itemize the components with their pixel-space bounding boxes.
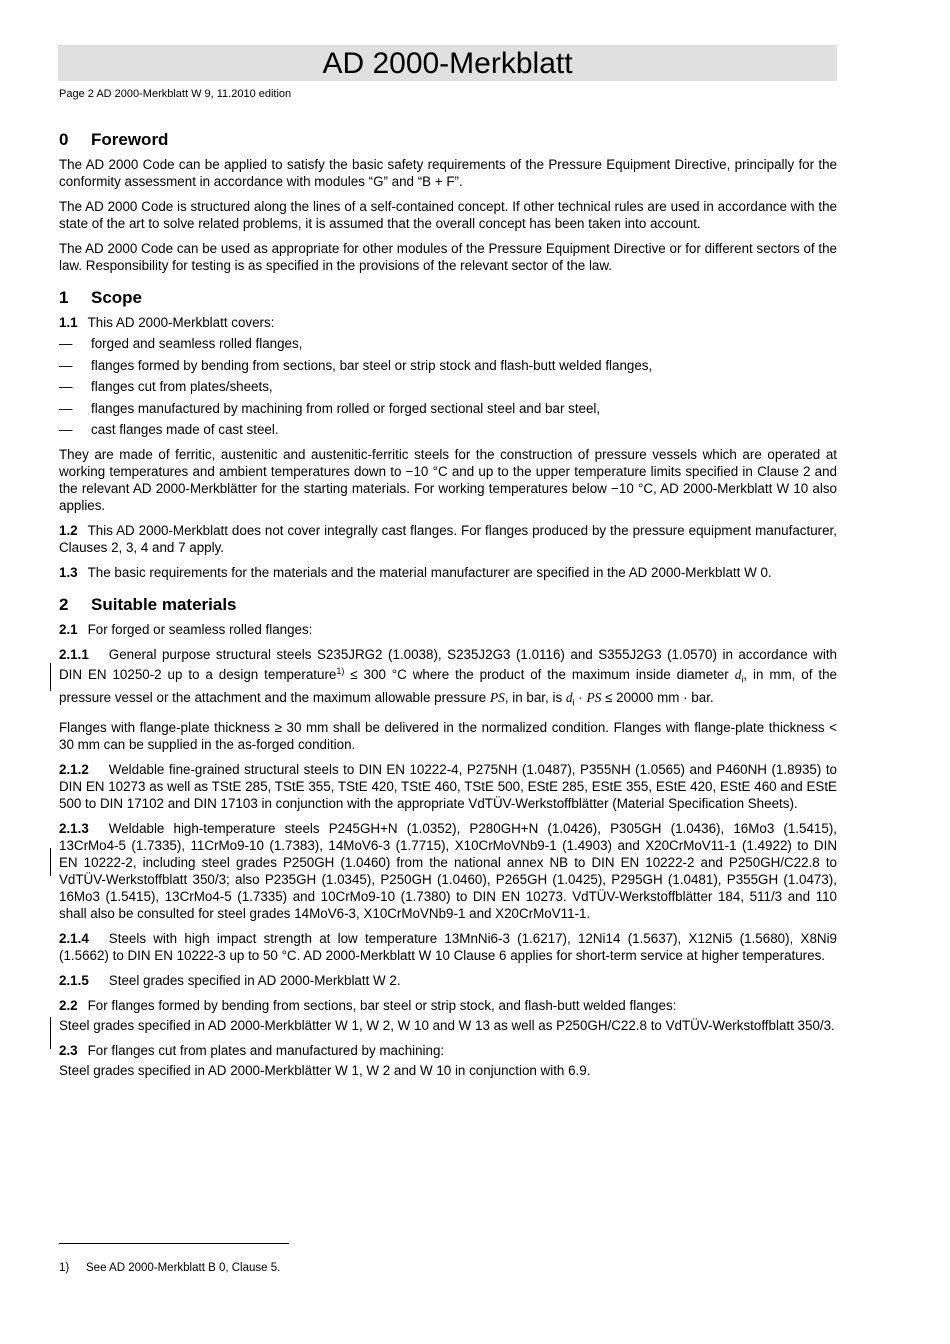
dash-bullet: — bbox=[59, 357, 73, 373]
dash-bullet: — bbox=[59, 379, 73, 394]
symbol-ps: PS bbox=[489, 689, 505, 705]
clause-number: 1.1 bbox=[59, 315, 78, 330]
clause-number: 2.3 bbox=[59, 1043, 78, 1059]
change-bar bbox=[50, 663, 51, 691]
footnote-number: 1) bbox=[59, 1262, 70, 1274]
section-title: Scope bbox=[91, 288, 143, 307]
clause-text: This AD 2000-Merkblatt covers: bbox=[87, 315, 275, 330]
section-scope bbox=[59, 288, 837, 581]
symbol-ps: PS bbox=[586, 689, 602, 705]
clause-number: 2.1.4 bbox=[59, 931, 89, 947]
clause-text: , in mm, of the pressure vessel or the attachment and the maximum allowable pressure bbox=[59, 667, 837, 705]
section-title: Foreword bbox=[91, 130, 169, 149]
list-item bbox=[59, 357, 837, 374]
list-item-text: flanges cut from plates/sheets, bbox=[91, 379, 273, 394]
clause-text: Weldable fine-grained structural steels to DIN EN 10222-4, P275NH (1.0487), P355NH (1.0565) and P460NH (1.8935) to DIN EN 10273 as well as TStE 285, TStE 355, TStE 420, TStE 460, TStE 500, EStE 285, EStE 355, EStE 420, EStE 460 and EStE 500 to DIN 17102 and DIN 17103 in conjunction with the appropriate VdTÜV-Werkstoffblätter (Material Specification Sheets). bbox=[59, 762, 837, 812]
clause-text: For forged or seamless rolled flanges: bbox=[87, 622, 313, 637]
clause-text: ≤ 20000 mm · bar. bbox=[601, 689, 714, 705]
clause-text: For flanges formed by bending from sections, bar steel or strip stock, and flash-butt welded flanges: bbox=[87, 998, 677, 1014]
footnote-divider bbox=[59, 1243, 289, 1244]
section-number: 0 bbox=[59, 130, 69, 149]
paragraph bbox=[59, 972, 837, 989]
clause-text: The basic requirements for the materials and the material manufacturer are specified in the AD 2000-Merkblatt W 0. bbox=[87, 565, 772, 580]
footnote-ref[interactable]: 1) bbox=[336, 666, 345, 676]
paragraph bbox=[59, 820, 837, 922]
clause-number: 2.1.3 bbox=[59, 821, 89, 837]
list-item-text: cast flanges made of cast steel. bbox=[91, 422, 279, 437]
paragraph: The AD 2000 Code can be used as appropriate for other modules of the Pressure Equipment Directive or for different sectors of the law. Responsibility for testing is as specified in the provisions of the relevant sector of the law. bbox=[59, 241, 837, 273]
clause-text: , in bar, is bbox=[504, 689, 566, 705]
clause-number: 2.1.1 bbox=[59, 647, 89, 662]
clause-text: Weldable high-temperature steels P245GH+N (1.0352), P280GH+N (1.0426), P305GH (1.0436), 16Mo3 (1.5415), 13CrMo4-5 (1.7335), 11CrMo9-10 (1.7383), 14MoV6-3 (1.7715), X10CrMoVNb9-1 (1.4903) and X20CrMoV11-1 (1.4922) to DIN EN 10222-2, including steel grades P250GH (1.0460) from the national annex NB to DIN EN 10222-2 and P250GH/C22.8 to VdTÜV-Werkstoffblatt 350/3; also P235GH (1.0345), P250GH (1.0460), P265GH (1.0425), P295GH (1.0481), P355GH (1.0473), 16Mo3 (1.5415), 13CrMo4-5 (1.7335) and 10CrMo9-10 (1.7380) to DIN EN 10273. VdTÜV-Werkstoffblätter 184, 511/3 and 110 shall also be consulted for steel grades 14MoV6-3, X10CrMoVNb9-1 and X20CrMoV11-1. bbox=[59, 821, 837, 922]
clause-text: Steel grades specified in AD 2000-Merkblätter W 1, W 2, W 10 and W 13 as well as P250GH/C22.8 to VdTÜV-Werkstoffblatt 350/3. bbox=[59, 1018, 835, 1034]
section-heading bbox=[59, 130, 837, 150]
section-number: 1 bbox=[59, 288, 69, 307]
paragraph: Flanges with flange-plate thickness ≥ 30 mm shall be delivered in the normalized condition. Flanges with flange-plate thickness < 30 mm can be supplied in the as-forged condition. bbox=[59, 720, 837, 753]
clause-number: 2.2 bbox=[59, 998, 78, 1014]
paragraph: The AD 2000 Code can be applied to satisfy the basic safety requirements of the Pressure Equipment Directive, principally for the conformity assessment in accordance with modules “G” and “B + F”. bbox=[59, 157, 837, 189]
symbol-di: d bbox=[565, 689, 573, 705]
clause-number: 2.1.5 bbox=[59, 973, 89, 989]
change-bar bbox=[50, 848, 51, 876]
document-title: AD 2000-Merkblatt bbox=[58, 45, 837, 81]
list-item bbox=[59, 421, 837, 438]
section-heading bbox=[59, 595, 837, 615]
paragraph bbox=[59, 997, 837, 1014]
clause-text: This AD 2000-Merkblatt does not cover integrally cast flanges. For flanges produced by the pressure equipment manufacturer, Clauses 2, 3, 4 and 7 apply. bbox=[59, 523, 837, 555]
paragraph bbox=[59, 1017, 837, 1034]
document-body bbox=[59, 130, 837, 1093]
dash-bullet: — bbox=[59, 400, 73, 416]
footnote bbox=[59, 1262, 280, 1274]
clause-number: 2.1.2 bbox=[59, 762, 89, 778]
section-suitable-materials bbox=[59, 595, 837, 1079]
list-item bbox=[59, 335, 837, 352]
paragraph bbox=[59, 761, 837, 812]
paragraph bbox=[59, 646, 837, 711]
list-item-text: flanges manufactured by machining from rolled or forged sectional steel and bar steel, bbox=[91, 400, 601, 416]
section-title: Suitable materials bbox=[91, 595, 237, 614]
list-item bbox=[59, 400, 837, 417]
subscript-i: i bbox=[741, 674, 744, 685]
clause-text: Steels with high impact strength at low temperature 13MnNi6-3 (1.6217), 12Ni14 (1.5637), X12Ni5 (1.5680), X8Ni9 (1.5662) to DIN EN 10222-3 up to 50 °C. AD 2000-Merkblatt W 10 Clause 6 applies for short-term service at higher temperatures. bbox=[59, 931, 837, 964]
section-heading bbox=[59, 288, 837, 308]
list-item bbox=[59, 378, 837, 395]
paragraph bbox=[59, 564, 837, 581]
dash-bullet: — bbox=[59, 422, 73, 437]
scope-list bbox=[59, 335, 837, 438]
clause-text: · bbox=[574, 689, 587, 705]
paragraph: Steel grades specified in AD 2000-Merkblätter W 1, W 2 and W 10 in conjunction with 6.9. bbox=[59, 1063, 591, 1079]
paragraph bbox=[59, 930, 837, 964]
paragraph bbox=[59, 522, 837, 556]
clause-text: For flanges cut from plates and manufactured by machining: bbox=[87, 1043, 445, 1059]
section-number: 2 bbox=[59, 595, 69, 614]
clause-text: ≤ 300 °C where the product of the maximum inside diameter bbox=[344, 667, 735, 682]
clause-number: 2.1 bbox=[59, 622, 78, 637]
paragraph bbox=[59, 314, 837, 331]
paragraph bbox=[59, 1042, 837, 1059]
paragraph bbox=[59, 621, 837, 638]
change-bar bbox=[50, 1017, 51, 1049]
symbol-di: d bbox=[734, 667, 742, 682]
paragraph: They are made of ferritic, austenitic and austenitic-ferritic steels for the construction of pressure vessels which are operated at working temperatures and ambient temperatures down to −10 °C and up to the upper temperature limits specified in Clause 2 and the relevant AD 2000-Merkblätter for the starting materials. For working temperatures below −10 °C, AD 2000-Merkblatt W 10 also applies. bbox=[59, 447, 837, 513]
clause-text: Steel grades specified in AD 2000-Merkblatt W 2. bbox=[108, 973, 401, 989]
list-item-text: forged and seamless rolled flanges, bbox=[91, 336, 303, 351]
paragraph: The AD 2000 Code is structured along the lines of a self-contained concept. If other technical rules are used in accordance with the state of the art to solve related problems, it is assumed that the overall concept has been taken into account. bbox=[59, 199, 837, 231]
list-item-text: flanges formed by bending from sections, bar steel or strip stock and flash-butt welded flanges, bbox=[91, 357, 653, 373]
clause-text: General purpose structural steels S235JRG2 (1.0038), S235J2G3 (1.0116) and S355J2G3 (1.0570) in accordance with DIN EN 10250-2 up to a design temperature bbox=[59, 647, 837, 682]
dash-bullet: — bbox=[59, 336, 73, 351]
page-info: Page 2 AD 2000-Merkblatt W 9, 11.2010 edition bbox=[59, 88, 292, 100]
section-foreword bbox=[59, 130, 837, 274]
clause-number: 1.2 bbox=[59, 523, 78, 538]
subscript-i: i bbox=[572, 697, 575, 708]
footnote-text: See AD 2000-Merkblatt B 0, Clause 5. bbox=[86, 1262, 281, 1274]
clause-number: 1.3 bbox=[59, 565, 78, 580]
